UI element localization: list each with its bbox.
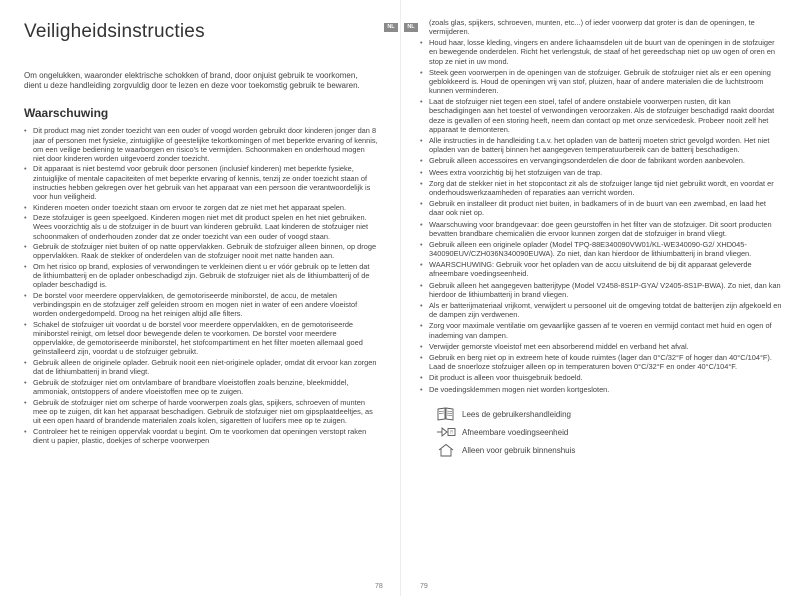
warning-item: • Gebruik de stofzuiger niet om scherpe of harde voorwerpen zoals glas, spijkers, schroeven of munten mee op te zuigen, dit kan het apparaat beschadigen. Gebruik de stofzuiger niet om gipsplaatdeeltjes, as uit een open haard of brandende materialen zoals kolen, sigaretten of lucifers mee op te zuigen. xyxy=(24,398,378,425)
warning-item: • De borstel voor meerdere oppervlakken, de gemotoriseerde miniborstel, de accu, de metalen verbindingspin en de stofzuiger zelf geleiden stroom en mogen niet in water of een andere vloeistof worden ondergedompeld. Droog na het reinigen altijd alle filters. xyxy=(24,291,378,318)
warning-item: • Dit apparaat is niet bestemd voor gebruik door personen (inclusief kinderen) met beperkte fysieke, zintuiglijke of mentale capaciteiten of met beperkte ervaring of kennis, tenzij ze onder toezicht staan of instructies hebben gekregen over het gebruik van het apparaat van een persoon die verantwoordelijk is voor hun veiligheid. xyxy=(24,164,378,200)
legend-row xyxy=(436,424,782,441)
language-badge-right: NL xyxy=(404,23,418,32)
intro-paragraph: Om ongelukken, waaronder elektrische schokken of brand, door onjuist gebruik te voorkomen, dient u deze handleiding zorgvuldig door te lezen en deze voor toekomstig gebruik te bewaren. xyxy=(24,71,360,91)
warning-item: • Houd haar, losse kleding, vingers en andere lichaamsdelen uit de buurt van de openingen in de stofzuiger en bewegende onderdelen. Richt het verlengstuk, de staaf of het gereedschap niet op uw ogen of oren en stop ze niet in uw mond. xyxy=(420,38,782,65)
warning-item: • Gebruik de stofzuiger niet om ontvlambare of brandbare vloeistoffen zoals benzine, bleekmiddel, ammoniak, ontstoppers of andere vloeistoffen mee op te zuigen. xyxy=(24,378,378,396)
warning-item: • Deze stofzuiger is geen speelgoed. Kinderen mogen niet met dit product spelen en het niet gebruiken. Wees voorzichtig als u de stofzuiger in de buurt van kinderen gebruikt. Laat kinderen de stofzuiger niet schoonmaken of onderhouden zonder dat ze onder toezicht van een ouder of voogd staan. xyxy=(24,213,378,240)
warning-list-left xyxy=(24,126,378,445)
warning-item: • Als er batterijmateriaal vrijkomt, verwijdert u persoonel uit de omgeving totdat de batterijen zijn afgekoeld en de dampen zijn verdwenen. xyxy=(420,301,782,319)
manual-book-icon xyxy=(436,407,456,421)
symbol-legend xyxy=(420,406,782,459)
page-title: Veiligheidsinstructies xyxy=(24,21,205,42)
legend-text: Lees de gebruikershandleiding xyxy=(462,409,571,419)
power-supply-icon xyxy=(436,425,456,439)
warning-item: • Gebruik alleen het aangegeven batterijtype (Model V2458-8S1P-GYA/ V2405-8S1P-BWA). Zo niet, dan kan hierdoor de lithiumbatterij in brand vliegen. xyxy=(420,281,782,299)
warning-item: • Controleer het te reinigen oppervlak voordat u begint. Om te voorkomen dat openingen verstopt raken dient u papier, plastic, doekjes of scherpe voorwerpen xyxy=(24,427,378,445)
warning-item: • Wees extra voorzichtig bij het stofzuigen van de trap. xyxy=(420,168,782,177)
warning-item: • Zorg dat de stekker niet in het stopcontact zit als de stofzuiger lange tijd niet gebruikt wordt, en voordat er onderhoudswerkzaamheden of reparaties aan verricht worden. xyxy=(420,179,782,197)
warning-item: • Gebruik de stofzuiger niet buiten of op natte oppervlakken. Gebruik de stofzuiger alleen binnen, op droge oppervlakken. Raak de stekker of onderdelen van de stofzuiger nooit met natte handen aan. xyxy=(24,242,378,260)
warning-item: • Schakel de stofzuiger uit voordat u de borstel voor meerdere oppervlakken, en de gemotoriseerde miniborstel reinigt, om letsel door bewegende delen te voorkomen. De borstel voor meerdere oppervlakke, de gemotoriseerde miniborstel, het stofcompartiment en het filter moeten allemaal goed geïnstalleerd zijn, voordat u de stofzuiger gebruikt. xyxy=(24,320,378,356)
warning-item: • Dit product mag niet zonder toezicht van een ouder of voogd worden gebruikt door kinderen jonger dan 8 jaar of personen met fysieke, zintuiglijke of geestelijke tekortkomingen of met beperkte ervaring of kennis, om een veilige bediening te waarborgen en risico's te vermijden. Schoonmaken en onderhoud mogen niet door kinderen worden uitgevoerd zonder toezicht. xyxy=(24,126,378,162)
warning-item: • Waarschuwing voor brandgevaar: doe geen geurstoffen in het filter van de stofzuiger. Dit soort producten bevatten brandbare chemicaliën die ervoor kunnen zorgen dat de stofzuiger in brand vliegt. xyxy=(420,220,782,238)
warning-item: • Gebruik alleen een originele oplader (Model TPQ-88E340090VW01/KL-WE340090-G2/ XHD045-340090EUV/CZH036N340090EUWA). Zo niet, dan kan hierdoor de lithiumbatterij in brand vliegen. xyxy=(420,240,782,258)
section-heading-warning: Waarschuwing xyxy=(24,106,109,121)
legend-text: Afneembare voedingseenheid xyxy=(462,427,569,437)
warning-item: • Gebruik en berg niet op in extreem hete of koude ruimtes (lager dan 0°C/32°F of hoger dan 40°C/104°F). Laad de snoerloze stofzuiger alleen op in temperaturen boven 0°C/32°F en onder 40°C/104°F. xyxy=(420,353,782,371)
warning-item: • Verwijder gemorste vloeistof met een absorberend middel en verband het afval. xyxy=(420,342,782,351)
warning-item: • Dit product is alleen voor thuisgebruik bedoeld. xyxy=(420,373,782,382)
continued-text: (zoals glas, spijkers, schroeven, munten, etc...) of ieder voorwerp dat groter is dan de openingen, te vermijderen. xyxy=(429,18,755,37)
warning-item: • Gebruik alleen de originele oplader. Gebruik nooit een niet-originele oplader, omdat dit ervoor kan zorgen dat de lithiumbatterij in brand vliegt. xyxy=(24,358,378,376)
house-icon xyxy=(436,443,456,457)
warning-item: • Zorg voor maximale ventilatie om gevaarlijke gassen af te voeren en vermijd contact met huid en ogen of inademing van dampen. xyxy=(420,321,782,339)
language-badge-left: NL xyxy=(384,23,398,32)
warning-item: • Gebruik alleen accessoires en vervangingsonderdelen die door de fabrikant worden aanbevolen. xyxy=(420,156,782,165)
legend-row xyxy=(436,442,782,459)
warning-item: • Kinderen moeten onder toezicht staan om ervoor te zorgen dat ze niet met het apparaat spelen. xyxy=(24,203,378,212)
warning-item: • De voedingsklemmen mogen niet worden kortgesloten. xyxy=(420,385,782,394)
right-page xyxy=(400,0,800,596)
warning-item: • WAARSCHUWING: Gebruik voor het opladen van de accu uitsluitend de bij dit apparaat geleverde afneembare voedingseenheid. xyxy=(420,260,782,278)
warning-item: • Steek geen voorwerpen in de openingen van de stofzuiger. Gebruik de stofzuiger niet als er een opening geblokkeerd is. Houd de openingen vrij van stof, pluizen, haar of andere materialen die de luchtstroom kunnen verminderen. xyxy=(420,68,782,95)
warning-list-right xyxy=(420,38,782,393)
page-number-left: 78 xyxy=(375,583,383,590)
page-number-right: 79 xyxy=(420,583,428,590)
warning-item: • Om het risico op brand, explosies of verwondingen te verkleinen dient u er vóór gebruik op te letten dat de lithiumbatterij en de oplader onbeschadigd zijn. Gebruik de stofzuiger niet als de lithiumbatterij of de oplader beschadigd is. xyxy=(24,262,378,289)
legend-text: Alleen voor gebruik binnenshuis xyxy=(462,445,576,455)
legend-row xyxy=(436,406,782,423)
warning-item: • Alle instructies in de handleiding t.a.v. het opladen van de batterij moeten strict gevolgd worden. Het niet opladen van de batterij binnen het aangegeven temperatuurbereik can de batterij beschadigen. xyxy=(420,136,782,154)
warning-item: • Laat de stofzuiger niet tegen een stoel, tafel of andere onstabiele voorwerpen rusten, dit kan beschadigingen aan het toestel of verwondingen veroorzaken. Als de stofzuiger beschadigd raakt doordat deze is gevallen of een storing heeft, neem dan contact op met onze servicedesk. Probeer nooit zelf het apparaat te demonteren. xyxy=(420,97,782,133)
warning-item: • Gebruik en installeer dit product niet buiten, in badkamers of in de buurt van een zwembad, en laad het daar ook niet op. xyxy=(420,199,782,217)
